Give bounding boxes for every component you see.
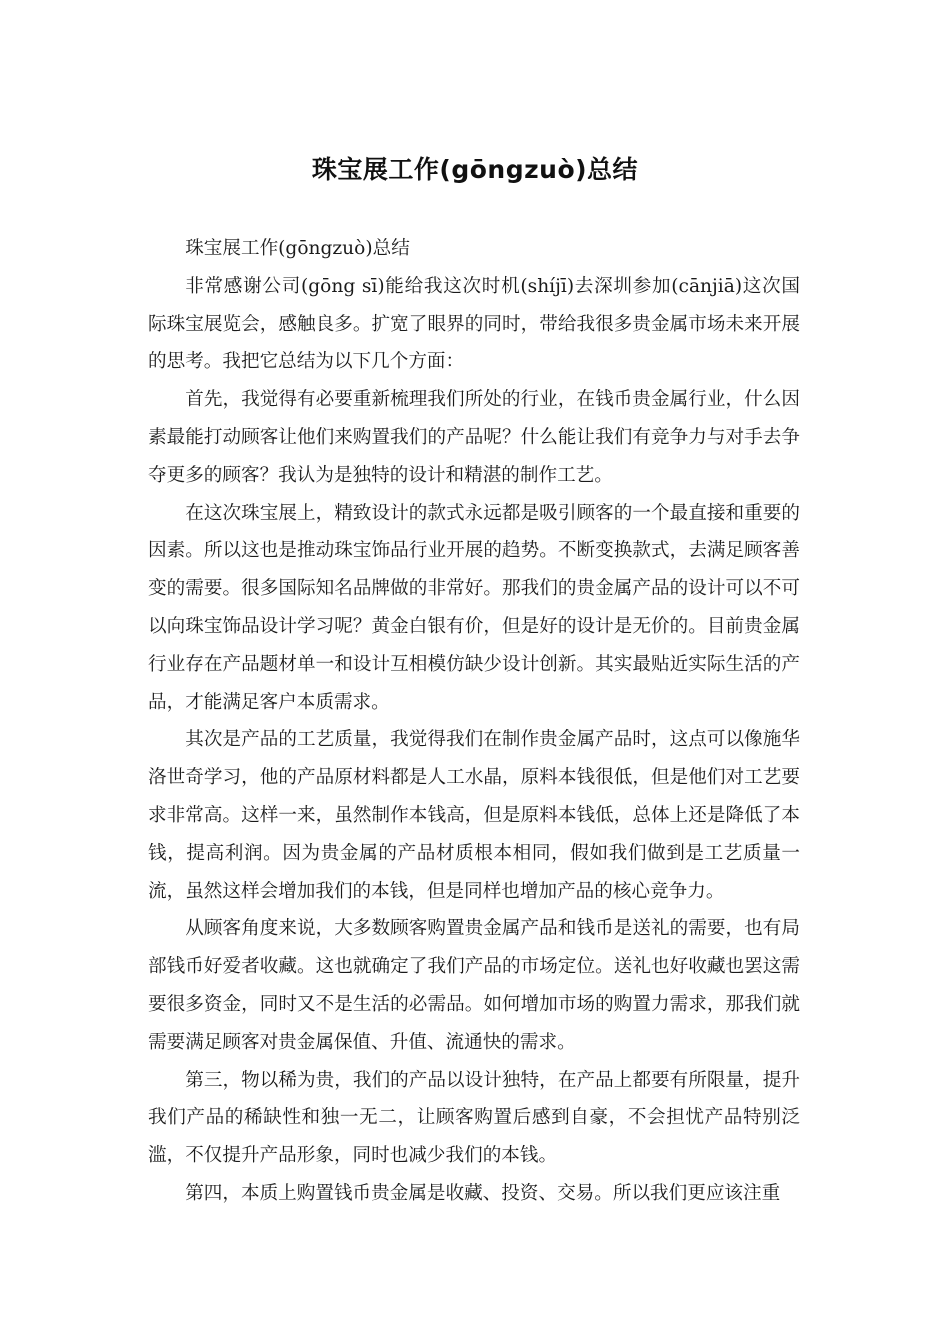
paragraph: 第三，物以稀为贵，我们的产品以设计独特，在产品上都要有所限量，提升我们产品的稀缺性和独一无二，让顾客购置后感到自豪，不会担忧产品特别泛滥，不仅提升产品形象，同时也减少我们的本钱。: [148, 1069, 800, 1167]
paragraph: 首先，我觉得有必要重新梳理我们所处的行业，在钱币贵金属行业，什么因素最能打动顾客让他们来购置我们的产品呢？什么能让我们有竞争力与对手去争夺更多的顾客？我认为是独特的设计和精湛的制作工艺。: [148, 389, 800, 486]
paragraph: 第四，本质上购置钱币贵金属是收藏、投资、交易。所以我们更应该注重: [185, 1182, 781, 1204]
paragraph: 从顾客角度来说，大多数顾客购置贵金属产品和钱币是送礼的需要，也有局部钱币好爱者收藏。这也就确定了我们产品的市场定位。送礼也好收藏也罢这需要很多资金，同时又不是生活的必需品。如何增加市场的购置力需求，那我们就需要满足顾客对贵金属保值、升值、流通快的需求。: [148, 918, 800, 1053]
paragraph: 珠宝展工作(gōngzuò)总结: [185, 238, 410, 259]
paragraph: 在这次珠宝展上，精致设计的款式永远都是吸引顾客的一个最直接和重要的因素。所以这也是推动珠宝饰品行业开展的趋势。不断变换款式，去满足顾客善变的需要。很多国际知名品牌做的非常好。那我们的贵金属产品的设计可以不可以向珠宝饰品设计学习呢？黄金白银有价，但是好的设计是无价的。目前贵金属行业存在产品题材单一和设计互相模仿缺少设计创新。其实最贴近实际生活的产品，才能满足客户本质需求。: [148, 502, 800, 713]
document-title: 珠宝展工作(gōngzuò)总结: [311, 155, 639, 184]
document-body: [148, 230, 800, 1213]
paragraph: 其次是产品的工艺质量，我觉得我们在制作贵金属产品时，这点可以像施华洛世奇学习，他的产品原材料都是人工水晶，原料本钱很低，但是他们对工艺要求非常高。这样一来，虽然制作本钱高，但是原料本钱低，总体上还是降低了本钱，提高利润。因为贵金属的产品材质根本相同，假如我们做到是工艺质量一流，虽然这样会增加我们的本钱，但是同样也增加产品的核心竞争力。: [148, 729, 800, 902]
paragraph: 非常感谢公司(gōng sī)能给我这次时机(shíjī)去深圳参加(cānjiā)这次国际珠宝展览会，感触良多。扩宽了眼界的同时，带给我很多贵金属市场未来开展的思考。我把它总结为以下几个方面：: [148, 275, 800, 373]
